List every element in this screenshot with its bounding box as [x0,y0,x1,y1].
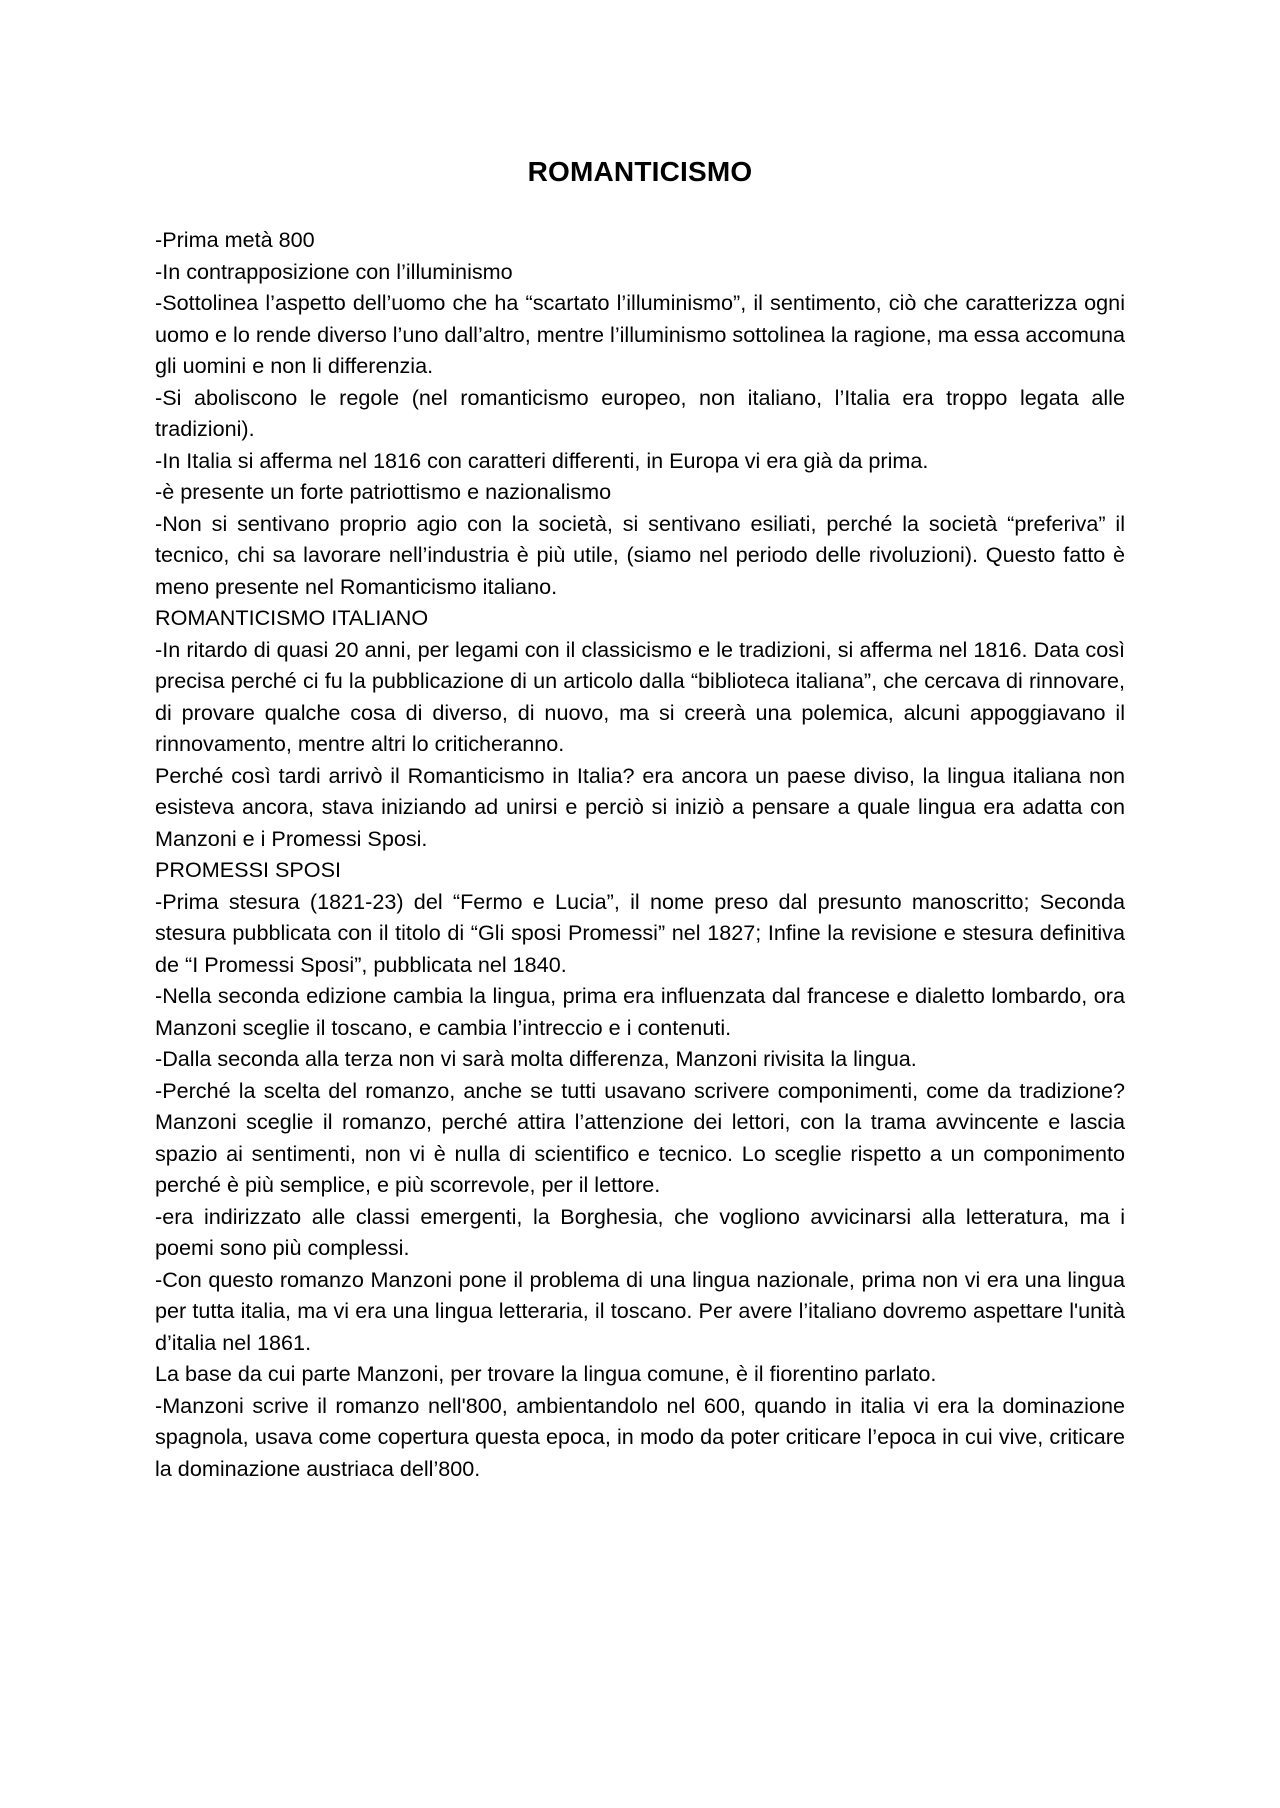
paragraph: -Manzoni scrive il romanzo nell'800, ambientandolo nel 600, quando in italia vi era la dominazione spagnola, usava come copertura questa epoca, in modo da poter criticare l’epoca in cui vive, criticare la dominazione austriaca dell’800. [155,1392,1125,1481]
paragraph: La base da cui parte Manzoni, per trovare la lingua comune, è il fiorentino parlato. [155,1361,937,1386]
paragraph: -In contrapposizione con l’illuminismo [155,258,513,284]
paragraph: -Non si sentivano proprio agio con la società, si sentivano esiliati, perché la società “preferiva” il tecnico, chi sa lavorare nell’industria è più utile, (siamo nel periodo delle rivoluzioni). Questo fatto è meno presente nel Romanticismo italiano. [155,510,1125,599]
paragraph: -era indirizzato alle classi emergenti, la Borghesia, che vogliono avvicinarsi alla letteratura, ma i poemi sono più complessi. [155,1203,1125,1260]
paragraph: -Perché la scelta del romanzo, anche se tutti usavano scrivere componimenti, come da tradizione? Manzoni sceglie il romanzo, perché attira l’attenzione dei lettori, con la trama avvincente e lascia spazio ai sentimenti, non vi è nulla di scientifico e tecnico. Lo sceglie rispetto a un componimento perché è più semplice, e più scorrevole, per il lettore. [155,1077,1125,1197]
document-title: ROMANTICISMO [527,156,753,187]
paragraph: -Prima metà 800 [155,227,315,252]
paragraph: -In Italia si afferma nel 1816 con caratteri differenti, in Europa vi era già da prima. [155,447,929,473]
paragraph: -Sottolinea l’aspetto dell’uomo che ha “scartato l’illuminismo”, il sentimento, ciò che caratterizza ogni uomo e lo rende diverso l’uno dall’altro, mentre l’illuminismo sottolinea la ragione, ma essa accomuna gli uomini e non li differenzia. [155,290,1125,378]
paragraph: -Nella seconda edizione cambia la lingua, prima era influenzata dal francese e dialetto lombardo, ora Manzoni sceglie il toscano, e cambia l’intreccio e i contenuti. [155,983,1125,1040]
section-heading-promessi-sposi: PROMESSI SPOSI [155,857,341,882]
paragraph: -Con questo romanzo Manzoni pone il problema di una lingua nazionale, prima non vi era una lingua per tutta italia, ma vi era una lingua letteraria, il toscano. Per avere l’italiano dovremo aspettare l'unità d’italia nel 1861. [155,1266,1125,1355]
paragraph: Perché così tardi arrivò il Romanticismo in Italia? era ancora un paese diviso, la lingua italiana non esisteva ancora, stava iniziando ad unirsi e perciò si iniziò a pensare a quale lingua era adatta con Manzoni e i Promessi Sposi. [155,762,1125,851]
paragraph: -Si aboliscono le regole (nel romanticismo europeo, non italiano, l’Italia era troppo legata alle tradizioni). [155,384,1125,441]
paragraph: -è presente un forte patriottismo e nazionalismo [155,479,612,504]
paragraph: -Dalla seconda alla terza non vi sarà molta differenza, Manzoni rivisita la lingua. [155,1046,917,1071]
paragraph: -Prima stesura (1821-23) del “Fermo e Lucia”, il nome preso dal presunto manoscritto; Seconda stesura pubblicata con il titolo di “Gli sposi Promessi” nel 1827; Infine la revisione e stesura definitiva de “I Promessi Sposi”, pubblicata nel 1840. [155,888,1125,977]
section-heading-romanticismo-italiano: ROMANTICISMO ITALIANO [155,605,429,630]
paragraph: -In ritardo di quasi 20 anni, per legami con il classicismo e le tradizioni, si afferma nel 1816. Data così precisa perché ci fu la pubblicazione di un articolo dalla “biblioteca italiana”, che cercava di rinnovare, di provare qualche cosa di diverso, di nuovo, ma si creerà una polemica, alcuni appoggiavano il rinnovamento, mentre altri lo criticheranno. [155,636,1125,756]
document-body [155,224,1125,1484]
